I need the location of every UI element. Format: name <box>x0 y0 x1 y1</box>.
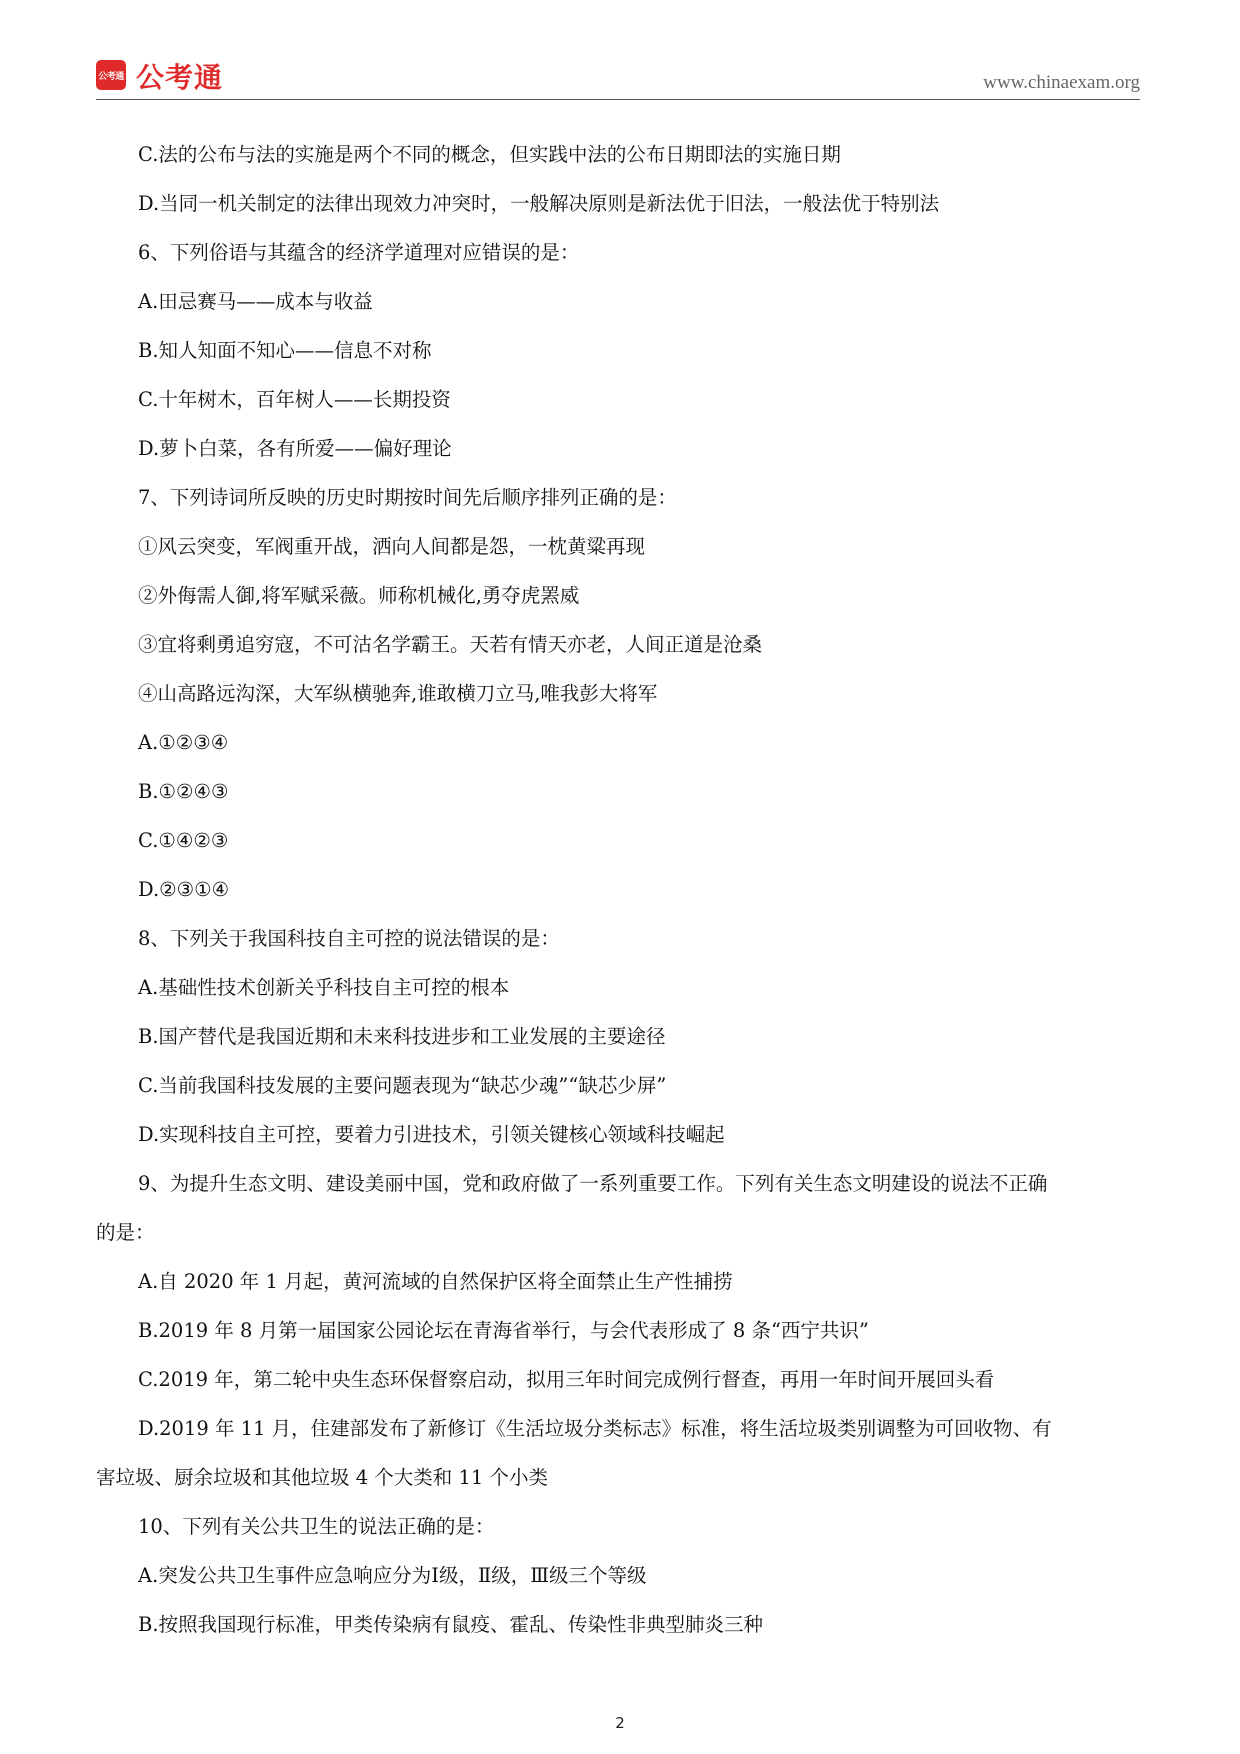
document-line: B.知人知面不知心——信息不对称 <box>138 339 432 362</box>
document-line: 6、下列俗语与其蕴含的经济学道理对应错误的是： <box>138 241 580 264</box>
page-header <box>96 58 1140 98</box>
document-line: B.①②④③ <box>138 780 229 803</box>
document-line: ②外侮需人御,将军赋采薇。师称机械化,勇夺虎罴威 <box>138 584 580 607</box>
document-line: 9、为提升生态文明、建设美丽中国，党和政府做了一系列重要工作。下列有关生态文明建设的说法不正确 <box>138 1172 1048 1195</box>
document-line: 7、下列诗词所反映的历史时期按时间先后顺序排列正确的是： <box>138 486 677 509</box>
logo-text: 公考通 <box>136 61 224 94</box>
document-line: D.当同一机关制定的法律出现效力冲突时，一般解决原则是新法优于旧法，一般法优于特别法 <box>138 192 940 215</box>
document-line: 的是： <box>96 1221 155 1244</box>
document-line: C.法的公布与法的实施是两个不同的概念，但实践中法的公布日期即法的实施日期 <box>138 143 841 166</box>
document-line: A.①②③④ <box>138 731 229 754</box>
document-line: ①风云突变，军阀重开战，洒向人间都是怨，一枕黄粱再现 <box>138 535 646 558</box>
document-body <box>96 130 1140 1649</box>
document-line: ③宜将剩勇追穷寇，不可沽名学霸王。天若有情天亦老，人间正道是沧桑 <box>138 633 763 656</box>
document-line: D.萝卜白菜，各有所爱——偏好理论 <box>138 437 452 460</box>
document-line: ④山高路远沟深，大军纵横驰奔,谁敢横刀立马,唯我彭大将军 <box>138 682 658 705</box>
document-line: B.2019 年 8 月第一届国家公园论坛在青海省举行，与会代表形成了 8 条“西宁共识” <box>138 1319 869 1342</box>
document-line: C.①④②③ <box>138 829 229 852</box>
document-line: A.突发公共卫生事件应急响应分为Ⅰ级，Ⅱ级，Ⅲ级三个等级 <box>138 1564 647 1587</box>
page-number: 2 <box>615 1714 625 1732</box>
document-line: D.2019 年 11 月，住建部发布了新修订《生活垃圾分类标志》标准，将生活垃圾类别调整为可回收物、有 <box>138 1417 1052 1440</box>
logo-icon: 公考通 <box>96 60 126 90</box>
header-divider <box>96 99 1140 100</box>
document-line: B.国产替代是我国近期和未来科技进步和工业发展的主要途径 <box>138 1025 666 1048</box>
document-line: 10、下列有关公共卫生的说法正确的是： <box>138 1515 495 1538</box>
document-line: D.②③①④ <box>138 878 230 901</box>
document-line: C.十年树木，百年树人——长期投资 <box>138 388 451 411</box>
site-url: www.chinaexam.org <box>983 72 1140 93</box>
document-line: A.田忌赛马——成本与收益 <box>138 290 373 313</box>
document-line: B.按照我国现行标准，甲类传染病有鼠疫、霍乱、传染性非典型肺炎三种 <box>138 1613 764 1636</box>
document-line: 害垃圾、厨余垃圾和其他垃圾 4 个大类和 11 个小类 <box>96 1466 549 1489</box>
document-line: C.当前我国科技发展的主要问题表现为“缺芯少魂”“缺芯少屏” <box>138 1074 667 1097</box>
document-line: D.实现科技自主可控，要着力引进技术，引领关键核心领域科技崛起 <box>138 1123 725 1146</box>
document-line: 8、下列关于我国科技自主可控的说法错误的是： <box>138 927 560 950</box>
document-line: A.自 2020 年 1 月起，黄河流域的自然保护区将全面禁止生产性捕捞 <box>138 1270 733 1293</box>
document-line: A.基础性技术创新关乎科技自主可控的根本 <box>138 976 510 999</box>
document-line: C.2019 年，第二轮中央生态环保督察启动，拟用三年时间完成例行督查，再用一年时间开展回头看 <box>138 1368 995 1391</box>
